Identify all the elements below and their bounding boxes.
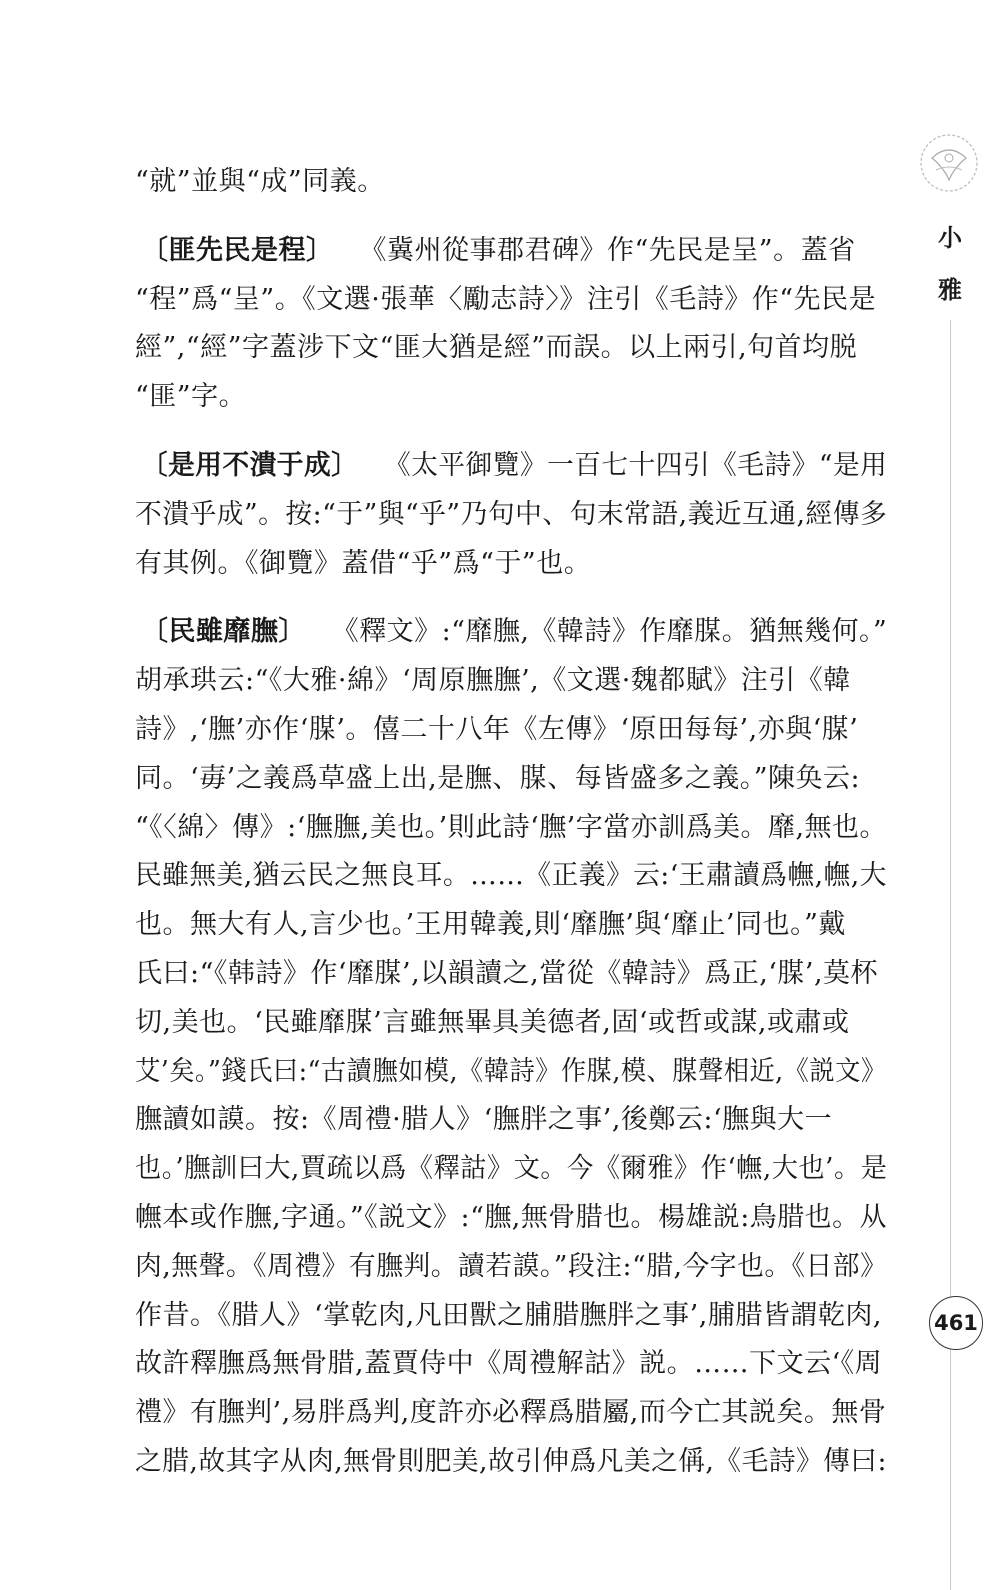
paragraph xyxy=(135,227,887,422)
text-line xyxy=(135,608,886,657)
line-text: 不潰乎成”。按:“于”與“乎”乃句中、句末常語,義近互通,經傳多 xyxy=(135,498,888,530)
text-line xyxy=(135,491,888,540)
text-line xyxy=(135,1194,885,1243)
text-line xyxy=(135,540,887,589)
line-text: 《釋文》:“靡膴,《韓詩》作靡腜。猶無幾何。” xyxy=(331,616,888,648)
line-text: 作昔。《腊人》‘掌乾肉,凡田獸之脯腊膴胖之事’,脯腊皆謂乾肉, xyxy=(135,1299,882,1331)
text-line xyxy=(135,1389,887,1438)
text-line xyxy=(135,1145,888,1194)
text-line xyxy=(135,1438,887,1487)
text-line xyxy=(135,1292,887,1341)
line-text: 詩》,‘膴’亦作‘腜’。僖二十八年《左傳》‘原田每每’,亦與‘腜’ xyxy=(135,713,859,745)
text-line xyxy=(135,804,886,853)
text-line xyxy=(135,706,887,755)
text-line xyxy=(135,1243,888,1292)
text-line xyxy=(135,852,887,901)
line-text: 同。‘毐’之義爲草盛上出,是膴、腜、每皆盛多之義。”陳奂云: xyxy=(135,762,861,794)
text-line xyxy=(135,276,887,325)
line-text: 也。’膴訓曰大,賈疏以爲《釋詁》文。今《爾雅》作‘幠,大也’。是 xyxy=(135,1153,888,1185)
line-text: 禮》有膴判’,易胖爲判,度許亦必釋爲腊屬,而今亡其説矣。無骨 xyxy=(135,1397,887,1429)
line-text: “程”爲“呈”。《文選·張華〈勵志詩〉》注引《毛詩》作“先民是 xyxy=(135,283,877,315)
line-text: “《〈綿〉傳》:‘膴膴,美也。’則此詩‘膴’字當亦訓爲美。靡,無也。 xyxy=(135,811,887,843)
line-text: 《冀州從事郡君碑》作“先民是呈”。蓋省 xyxy=(359,234,856,266)
line-text: 民雖無美,猶云民之無良耳。……《正義》云:‘王肅讀爲幠,幠,大 xyxy=(135,860,887,892)
line-text: 切,美也。‘民雖靡腜’言雖無畢具美德者,固‘或哲或謀,或肅或 xyxy=(135,1006,850,1038)
text-line xyxy=(135,657,887,706)
line-text: 肉,無聲。《周禮》有膴判。讀若謨。”段注:“腊,今字也。《日部》 xyxy=(135,1250,888,1282)
line-text: 也。無大有人,言少也。’王用韓義,則‘靡膴’與‘靡止’同也。”戴 xyxy=(135,909,846,941)
text-line xyxy=(135,901,887,950)
text-line xyxy=(135,158,887,207)
line-text: 氏曰:“《韩詩》作‘靡腜’,以韻讀之,當從《韓詩》爲正,‘腜’,莫杯 xyxy=(135,957,879,989)
text-line xyxy=(135,373,887,422)
paragraph xyxy=(135,158,887,207)
text-line xyxy=(135,324,887,373)
line-text: 故許釋膴爲無骨腊,蓋賈侍中《周禮解詁》説。……下文云‘《周 xyxy=(135,1348,883,1380)
text-line xyxy=(135,442,888,491)
margin-rule xyxy=(950,320,951,1590)
main-text xyxy=(135,158,887,1487)
entry-heading: 〔匪先民是程〕 xyxy=(141,234,334,266)
line-text: 經”,“經”字蓋涉下文“匪大猶是經”而誤。以上兩引,句首均脱 xyxy=(135,332,858,364)
ornamental-seal-icon xyxy=(914,128,984,198)
line-text: 膴讀如謨。按:《周禮·腊人》‘膴胖之事’,後鄭云:‘膴與大一 xyxy=(135,1104,833,1136)
line-text: 幠本或作膴,字通。”《説文》:“膴,無骨腊也。楊雄説:鳥腊也。从 xyxy=(135,1201,887,1233)
line-text: “就”並與“成”同義。 xyxy=(135,166,385,197)
line-text: 《太平御覽》一百七十四引《毛詩》“是用 xyxy=(384,449,888,481)
text-line xyxy=(135,1096,887,1145)
paragraph xyxy=(135,608,887,1486)
line-text: “匪”字。 xyxy=(135,381,247,413)
line-text: 艾’矣。”錢氏曰:“古讀膴如模,《韓詩》作腜,模、腜聲相近,《説文》 xyxy=(135,1055,887,1087)
entry-heading: 〔民雖靡膴〕 xyxy=(140,616,306,648)
section-title-char: 雅 xyxy=(938,276,962,304)
line-text: 胡承珙云:“《大雅·綿》‘周原膴膴’,《文選·魏都賦》注引《韓 xyxy=(135,665,851,697)
text-line xyxy=(135,950,887,999)
text-line xyxy=(135,1048,887,1097)
section-title-vertical xyxy=(930,212,970,316)
text-line xyxy=(135,227,887,276)
line-text: 之腊,故其字从肉,無骨則肥美,故引伸爲凡美之偁,《毛詩》傳曰: xyxy=(135,1445,887,1477)
text-line xyxy=(135,1340,887,1389)
section-title-char: 小 xyxy=(938,224,962,252)
text-line xyxy=(135,999,887,1048)
line-text: 有其例。《御覽》蓋借“乎”爲“于”也。 xyxy=(135,547,592,579)
paragraph xyxy=(135,442,887,588)
entry-heading: 〔是用不潰于成〕 xyxy=(140,449,359,481)
page-number: 461 xyxy=(929,1296,983,1350)
text-line xyxy=(135,755,887,804)
